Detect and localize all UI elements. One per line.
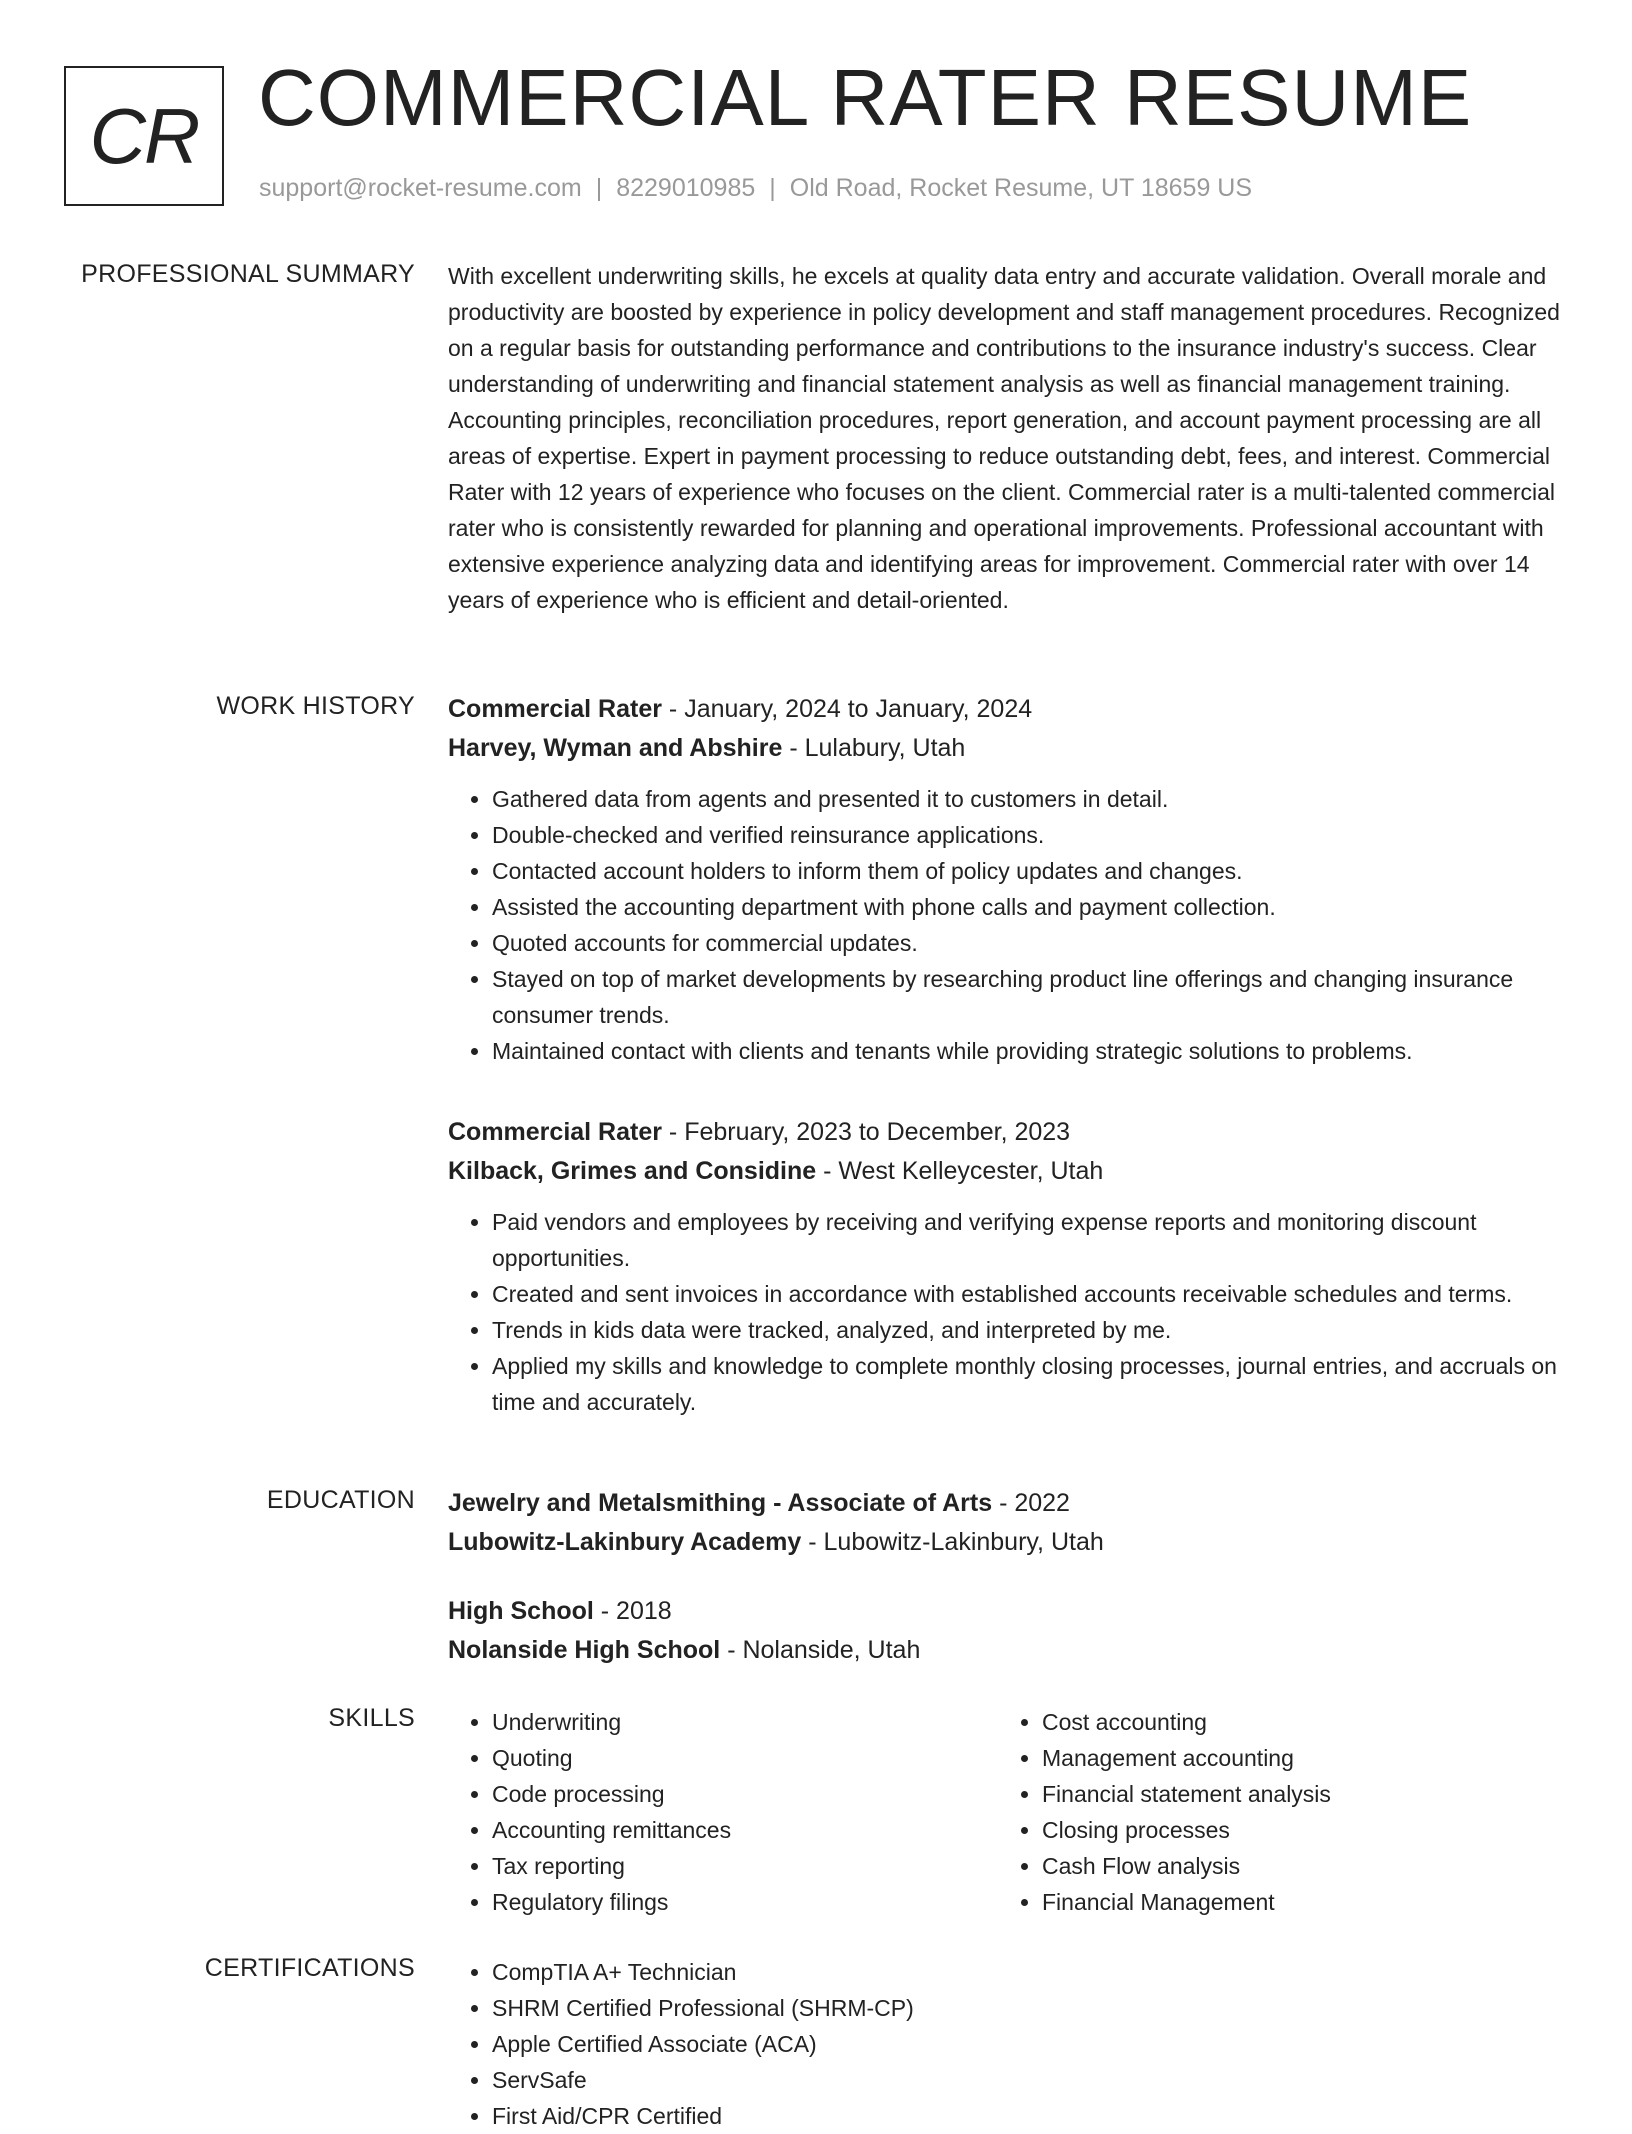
list-item: • Cost accounting	[1042, 1704, 1542, 1740]
page-title: COMMERCIAL RATER RESUME	[258, 53, 1473, 142]
skills-body	[448, 1704, 1564, 1920]
list-item: • Underwriting	[492, 1704, 998, 1740]
list-item: • Double-checked and verified reinsurance applications.	[492, 817, 1564, 853]
job-title: Commercial Rater	[448, 695, 662, 723]
list-item: • Cash Flow analysis	[1042, 1848, 1542, 1884]
list-item: • Quoting	[492, 1740, 998, 1776]
list-item: • CompTIA A+ Technician	[492, 1954, 1564, 1990]
work-history-body	[448, 690, 1564, 1420]
summary-text: With excellent underwriting skills, he excels at quality data entry and accurate validation. Overall morale and productivity are boosted by experience in policy development and staff management procedures. Recognized on a regular basis for outstanding performance and contributions to the insurance industry's success. Clear understanding of underwriting and financial statement analysis as well as financial management training. Accounting principles, reconciliation procedures, report generation, and account payment processing are all areas of expertise. Expert in payment processing to reduce outstanding debt, fees, and interest. Commercial Rater with 12 years of experience who focuses on the client. Commercial rater is a multi-talented commercial rater who is consistently rewarded for planning and operational improvements. Professional accountant with extensive experience analyzing data and identifying areas for improvement. Commercial rater with over 14 years of experience who is efficient and detail-oriented.	[448, 263, 1560, 613]
job-dates: - February, 2023 to December, 2023	[661, 1118, 1071, 1146]
degree-line	[448, 1592, 1564, 1631]
education-entry	[448, 1592, 1564, 1670]
list-item: • First Aid/CPR Certified	[492, 2098, 1564, 2134]
skills-heading: SKILLS	[328, 1704, 415, 1732]
degree-line	[448, 1484, 1564, 1523]
job-title-line	[448, 1113, 1564, 1152]
job-location: - Lulabury, Utah	[782, 734, 966, 762]
list-item: • Gathered data from agents and presented it to customers in detail.	[492, 781, 1564, 817]
list-item: • Created and sent invoices in accordance with established accounts receivable schedules and terms.	[492, 1276, 1564, 1312]
job-bullets	[448, 1204, 1564, 1420]
contact-phone[interactable]: 8229010985	[616, 174, 756, 202]
job-title-line	[448, 690, 1564, 729]
list-item: • Assisted the accounting department with phone calls and payment collection.	[492, 889, 1564, 925]
job-company: Kilback, Grimes and Considine	[448, 1157, 817, 1185]
summary-heading: PROFESSIONAL SUMMARY	[81, 260, 415, 288]
list-item: • Financial statement analysis	[1042, 1776, 1542, 1812]
contact-email[interactable]: support@rocket-resume.com	[259, 174, 582, 202]
school-location: - Lubowitz-Lakinbury, Utah	[801, 1528, 1104, 1556]
certifications-list	[448, 1954, 1564, 2134]
list-item: • Closing processes	[1042, 1812, 1542, 1848]
job-company: Harvey, Wyman and Abshire	[448, 734, 783, 762]
monogram-logo: CR	[64, 66, 224, 206]
list-item: • Maintained contact with clients and tenants while providing strategic solutions to problems.	[492, 1033, 1564, 1069]
job-entry	[448, 1113, 1564, 1420]
degree: High School	[448, 1597, 594, 1625]
grad-year: - 2022	[992, 1489, 1070, 1517]
certifications-body	[448, 1954, 1564, 2134]
list-item: • Regulatory filings	[492, 1884, 998, 1920]
job-company-line	[448, 729, 1564, 768]
job-location: - West Kelleycester, Utah	[816, 1157, 1104, 1185]
list-item: • SHRM Certified Professional (SHRM-CP)	[492, 1990, 1564, 2026]
list-item: • Financial Management	[1042, 1884, 1542, 1920]
school-line	[448, 1523, 1564, 1562]
list-item: • Tax reporting	[492, 1848, 998, 1884]
list-item: • Quoted accounts for commercial updates.	[492, 925, 1564, 961]
education-heading: EDUCATION	[266, 1486, 415, 1514]
list-item: • ServSafe	[492, 2062, 1564, 2098]
contact-separator: |	[595, 174, 603, 202]
job-company-line	[448, 1152, 1564, 1191]
skills-columns	[448, 1704, 1564, 1920]
certifications-heading: CERTIFICATIONS	[204, 1954, 415, 1982]
list-item: • Stayed on top of market developments by researching product line offerings and changing insurance consumer trends.	[492, 961, 1564, 1033]
list-item: • Apple Certified Associate (ACA)	[492, 2026, 1564, 2062]
list-item: • Code processing	[492, 1776, 998, 1812]
job-bullets	[448, 781, 1564, 1069]
work-history-heading: WORK HISTORY	[216, 692, 415, 720]
contact-address: Old Road, Rocket Resume, UT 18659 US	[789, 174, 1253, 202]
list-item: • Contacted account holders to inform them of policy updates and changes.	[492, 853, 1564, 889]
education-body	[448, 1484, 1564, 1670]
job-title: Commercial Rater	[448, 1118, 662, 1146]
contact-separator: |	[769, 174, 776, 202]
job-dates: - January, 2024 to January, 2024	[661, 695, 1033, 723]
degree: Jewelry and Metalsmithing - Associate of Arts	[448, 1489, 993, 1517]
skills-list-left	[448, 1704, 998, 1920]
job-entry	[448, 690, 1564, 1069]
list-item: • Management accounting	[1042, 1740, 1542, 1776]
school-location: - Nolanside, Utah	[720, 1636, 921, 1664]
school: Lubowitz-Lakinbury Academy	[448, 1528, 802, 1556]
grad-year: - 2018	[593, 1597, 672, 1625]
list-item: • Trends in kids data were tracked, analyzed, and interpreted by me.	[492, 1312, 1564, 1348]
skills-list-right	[998, 1704, 1542, 1920]
summary-body	[448, 258, 1564, 618]
list-item: • Paid vendors and employees by receiving and verifying expense reports and monitoring discount opportunities.	[492, 1204, 1564, 1276]
school-line	[448, 1631, 1564, 1670]
list-item: • Applied my skills and knowledge to complete monthly closing processes, journal entries, and accruals on time and accurately.	[492, 1348, 1564, 1420]
school: Nolanside High School	[448, 1636, 721, 1664]
list-item: • Accounting remittances	[492, 1812, 998, 1848]
contact-line	[259, 174, 1252, 203]
education-entry	[448, 1484, 1564, 1562]
